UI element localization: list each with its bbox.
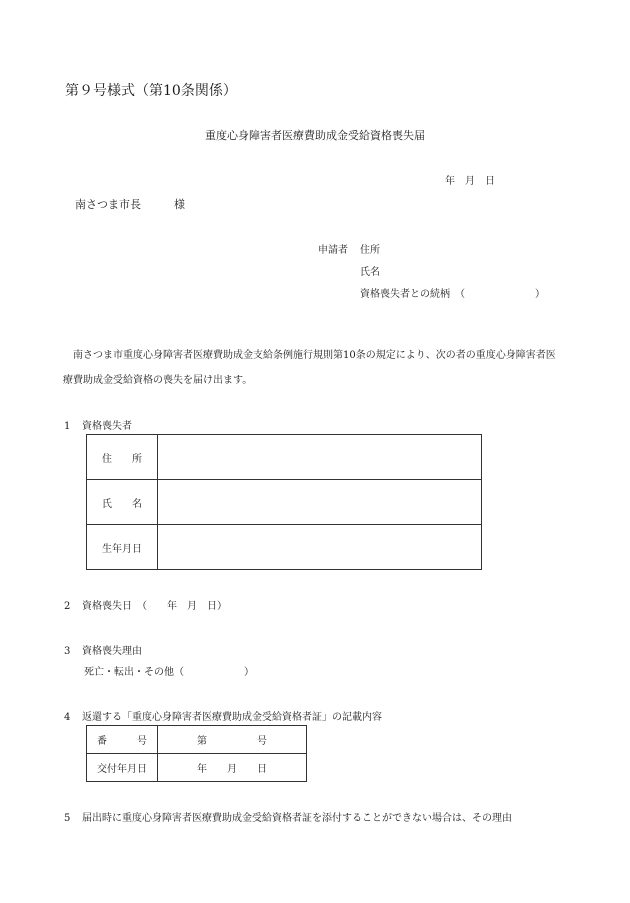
name-cell[interactable] (158, 480, 482, 525)
table-row (87, 754, 307, 782)
applicant-address-label: 住所 (360, 245, 380, 256)
section-1-title: 資格喪失者 (82, 421, 132, 432)
body-paragraph (63, 343, 563, 393)
section-3-heading (64, 642, 142, 657)
row-header-address: 住 所 (87, 435, 158, 480)
certificate-number-cell[interactable]: 第 号 (158, 726, 307, 754)
form-number: 第９号様式（第10条関係） (65, 83, 237, 99)
section-5-number: 5 (64, 813, 71, 824)
table-row (87, 435, 482, 480)
row-header-name: 氏 名 (87, 480, 158, 525)
section-2-number: 2 (64, 601, 71, 612)
applicant-label: 申請者 (318, 245, 348, 256)
section-1-heading (64, 417, 132, 432)
row-header-birthdate: 生年月日 (87, 525, 158, 570)
table-row (87, 726, 307, 754)
certificate-table (86, 725, 307, 782)
section-2-title: 資格喪失日 （ 年 月 日） (82, 601, 227, 612)
applicant-block (0, 240, 630, 310)
section-4-heading (64, 708, 382, 723)
disqualification-reasons: 死亡・転出・その他（ ） (84, 667, 254, 678)
section-3-number: 3 (64, 646, 71, 657)
section-1-number: 1 (64, 421, 71, 432)
section-4-title: 返還する「重度心身障害者医療費助成金受給資格者証」の記載内容 (82, 712, 382, 723)
addressee: 南さつま市長 様 (75, 198, 185, 211)
document-title: 重度心身障害者医療費助成金受給資格喪失届 (205, 129, 425, 142)
disqualified-person-table (86, 434, 482, 570)
row-header-number: 番 号 (87, 726, 158, 754)
issue-date-cell[interactable]: 年 月 日 (158, 754, 307, 782)
body-text: 南さつま市重度心身障害者医療費助成金支給条例施行規則第10条の規定により、次の者の重度心身障害者医療費助成金受給資格の喪失を届け出ます。 (63, 350, 556, 386)
table-row (87, 480, 482, 525)
applicant-name-label: 氏名 (360, 267, 380, 278)
section-5-title: 届出時に重度心身障害者医療費助成金受給資格者証を添付することができない場合は、その理由 (82, 813, 512, 824)
section-3-title: 資格喪失理由 (82, 646, 142, 657)
address-cell[interactable] (158, 435, 482, 480)
section-5-heading (64, 809, 512, 824)
submission-date: 年 月 日 (445, 176, 495, 187)
table-row (87, 525, 482, 570)
applicant-relation-label: 資格喪失者との続柄 （ ） (360, 289, 545, 300)
section-4-number: 4 (64, 712, 71, 723)
section-2-heading (64, 597, 227, 612)
birthdate-cell[interactable] (158, 525, 482, 570)
row-header-issue-date: 交付年月日 (87, 754, 158, 782)
